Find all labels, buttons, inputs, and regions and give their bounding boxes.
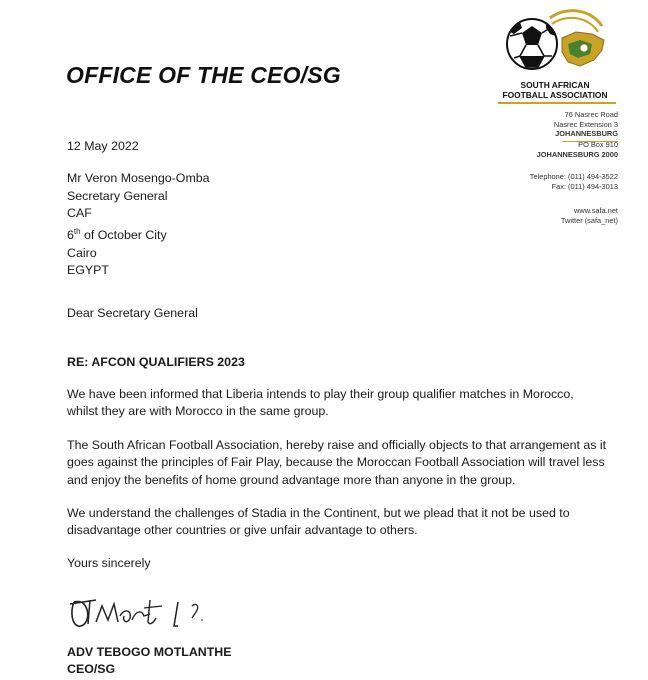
org-name-line2: FOOTBALL ASSOCIATION (502, 90, 608, 100)
recipient-org: CAF (67, 206, 92, 221)
recipient-position: Secretary General (67, 188, 168, 203)
body-paragraph-3: We understand the challenges of Stadia in the Continent, but we plead that it not be used to disadvantage other countries or give unfair advantage to others. (67, 506, 570, 538)
body-paragraph-2: The South African Football Association, hereby raise and officially objects to that arrangement as it goes against the principles of Fair Play, because the Moroccan Football Association will travel less and enjoy the benefits of home ground advantage more than anyone in the group. (67, 438, 607, 487)
letter-date: 12 May 2022 (67, 139, 139, 153)
body-paragraph-1: We have been informed that Liberia intends to play their group qualifier matches in Morocco, whilst they are with Morocco in the same group. (67, 387, 574, 419)
pobox: PO Box 910 (578, 140, 618, 149)
postal-address (537, 140, 618, 159)
pobox-city: JOHANNESBURG 2000 (536, 149, 618, 159)
safa-logo-icon (506, 4, 612, 82)
fax: Fax: (011) 494-3013 (551, 181, 618, 191)
letterhead-divider (498, 102, 616, 104)
recipient-country: EGYPT (67, 263, 109, 278)
salutation: Dear Secretary General (67, 306, 198, 320)
subject-line: RE: AFCON QUALIFIERS 2023 (67, 355, 245, 369)
closing: Yours sincerely (67, 556, 151, 570)
street-rest: of October City (80, 227, 167, 242)
org-name-line1: SOUTH AFRICAN (520, 80, 590, 90)
signatory-name: ADV TEBOGO MOTLANTHE (67, 645, 232, 659)
street-address (554, 110, 618, 142)
twitter-handle: Twitter (safa_net) (560, 215, 618, 225)
street-suffix: th (73, 226, 81, 236)
recipient-address (67, 170, 210, 280)
page-title: OFFICE OF THE CEO/SG (66, 62, 341, 88)
street-number: 6 (67, 227, 74, 242)
recipient-name: Mr Veron Mosengo-Omba (67, 171, 210, 185)
address-line3: JOHANNESBURG (555, 129, 618, 138)
recipient-city: Cairo (67, 245, 97, 260)
address-line2: Nasrec Extension 3 (553, 119, 618, 129)
signatory-title: CEO/SG (67, 662, 116, 676)
web-contact (561, 206, 618, 225)
organization-name (490, 80, 620, 100)
recipient-street (67, 223, 210, 245)
address-line1: 76 Nasrec Road (564, 110, 618, 119)
telephone: Telephone: (011) 494-3522 (529, 172, 618, 181)
phone-contact (530, 172, 618, 191)
handwritten-signature (66, 592, 246, 634)
website: www.safa.net (574, 206, 618, 215)
